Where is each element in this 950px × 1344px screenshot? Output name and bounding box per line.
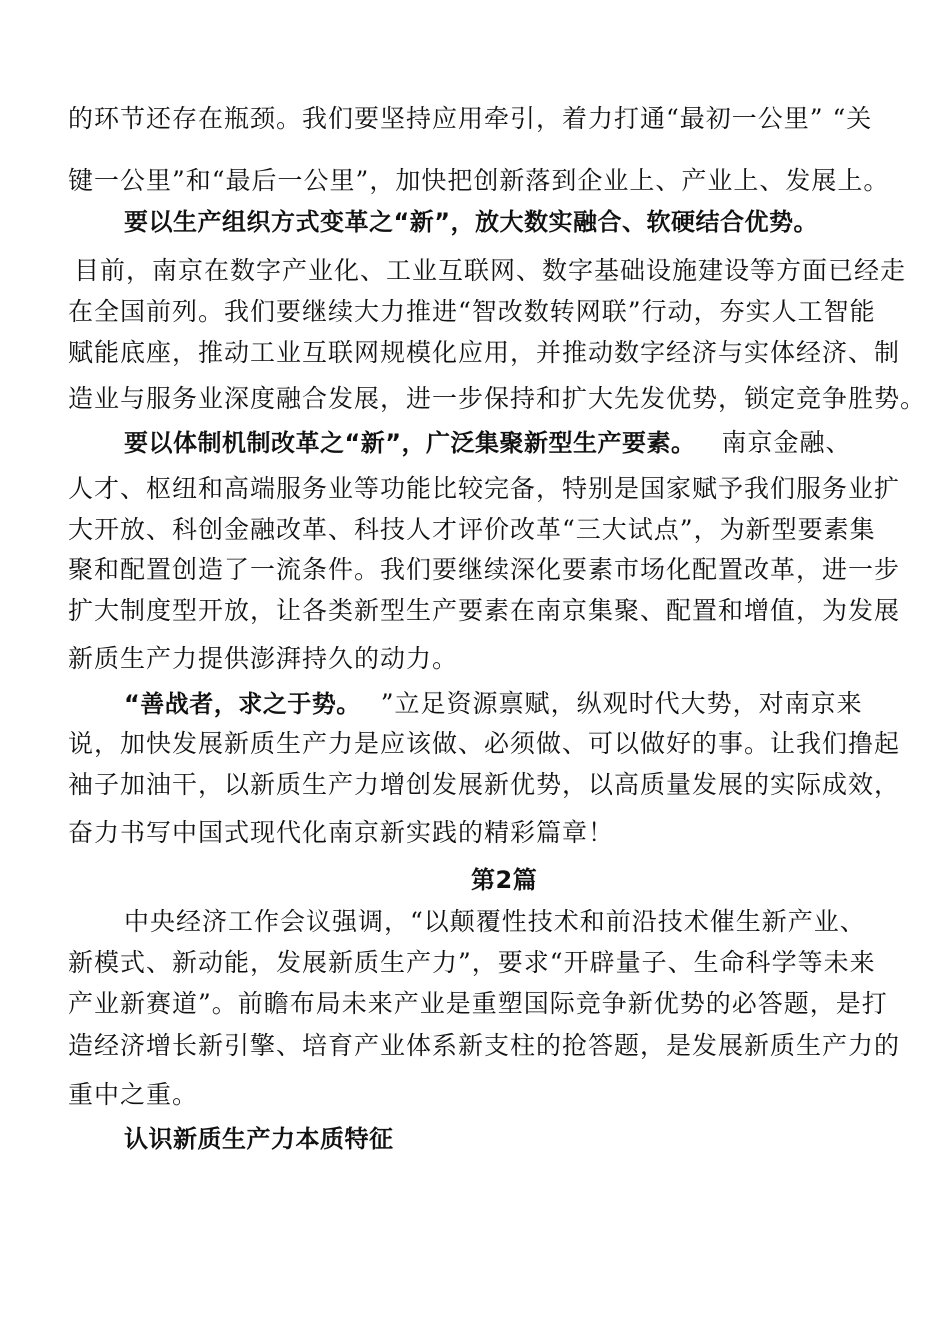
body-text-line: 人才、枢纽和高端服务业等功能比较完备，特别是国家赋予我们服务业扩 — [68, 474, 901, 503]
body-text-line: 说，加快发展新质生产力是应该做、必须做、可以做好的事。让我们撸起 — [68, 729, 901, 758]
body-text-line: 的环节还存在瓶颈。我们要坚持应用牵引，着力打通“最初一公里” “关 — [68, 104, 873, 133]
body-text-line: 赋能底座，推动工业互联网规模化应用，并推动数字经济与实体经济、制 — [68, 338, 901, 367]
body-text-line: 造业与服务业深度融合发展，进一步保持和扩大先发优势，锁定竞争胜势。 — [68, 384, 927, 413]
body-text-line: 在全国前列。我们要继续大力推进“智改数转网联”行动，夯实人工智能 — [68, 297, 876, 326]
quote-line — [124, 689, 863, 719]
body-text-line: 重中之重。 — [68, 1080, 199, 1109]
section-heading: 要以体制机制改革之“新”，广泛集聚新型生产要素。 — [124, 429, 696, 457]
body-text-line: 键一公里”和“最后一公里”，加快把创新落到企业上、产业上、发展上。 — [68, 166, 890, 195]
body-text-line: 新模式、新动能，发展新质生产力”，要求“开辟量子、生命科学等未来 — [68, 948, 876, 977]
section-heading: 要以生产组织方式变革之“新”，放大数实融合、软硬结合优势。 — [124, 208, 819, 236]
body-text-line: 中央经济工作会议强调，“以颠覆性技术和前沿技术催生新产业、 — [124, 907, 866, 936]
body-text-line: 大开放、科创金融改革、科技人才评价改革“三大试点”，为新型要素集 — [68, 515, 876, 544]
body-text-line: 扩大制度型开放，让各类新型生产要素在南京集聚、配置和增值，为发展 — [68, 596, 901, 625]
body-text-line: 造经济增长新引擎、培育产业体系新支柱的抢答题，是发展新质生产力的 — [68, 1031, 901, 1060]
section-heading-line — [124, 428, 852, 458]
body-text-line: 奋力书写中国式现代化南京新实践的精彩篇章！ — [68, 818, 615, 847]
body-text-line: 新质生产力提供澎湃持久的动力。 — [68, 644, 459, 673]
body-text-line: 聚和配置创造了一流条件。我们要继续深化要素市场化配置改革，进一步 — [68, 555, 901, 584]
body-text-fragment: 南京金融、 — [721, 428, 852, 457]
body-text-line: 产业新赛道”。前瞻布局未来产业是重塑国际竞争新优势的必答题，是打 — [68, 989, 888, 1018]
quote-bold: “善战者，求之于势。 — [124, 690, 361, 718]
section-heading: 认识新质生产力本质特征 — [124, 1125, 394, 1153]
body-text-line: 袖子加油干，以新质生产力增创发展新优势，以高质量发展的实际成效， — [68, 770, 901, 799]
body-text-line: 目前，南京在数字产业化、工业互联网、数字基础设施建设等方面已经走 — [74, 256, 907, 285]
body-text-fragment: ”立足资源禀赋，纵观时代大势，对南京来 — [380, 689, 863, 718]
chapter-title: 第2篇 — [471, 866, 538, 894]
